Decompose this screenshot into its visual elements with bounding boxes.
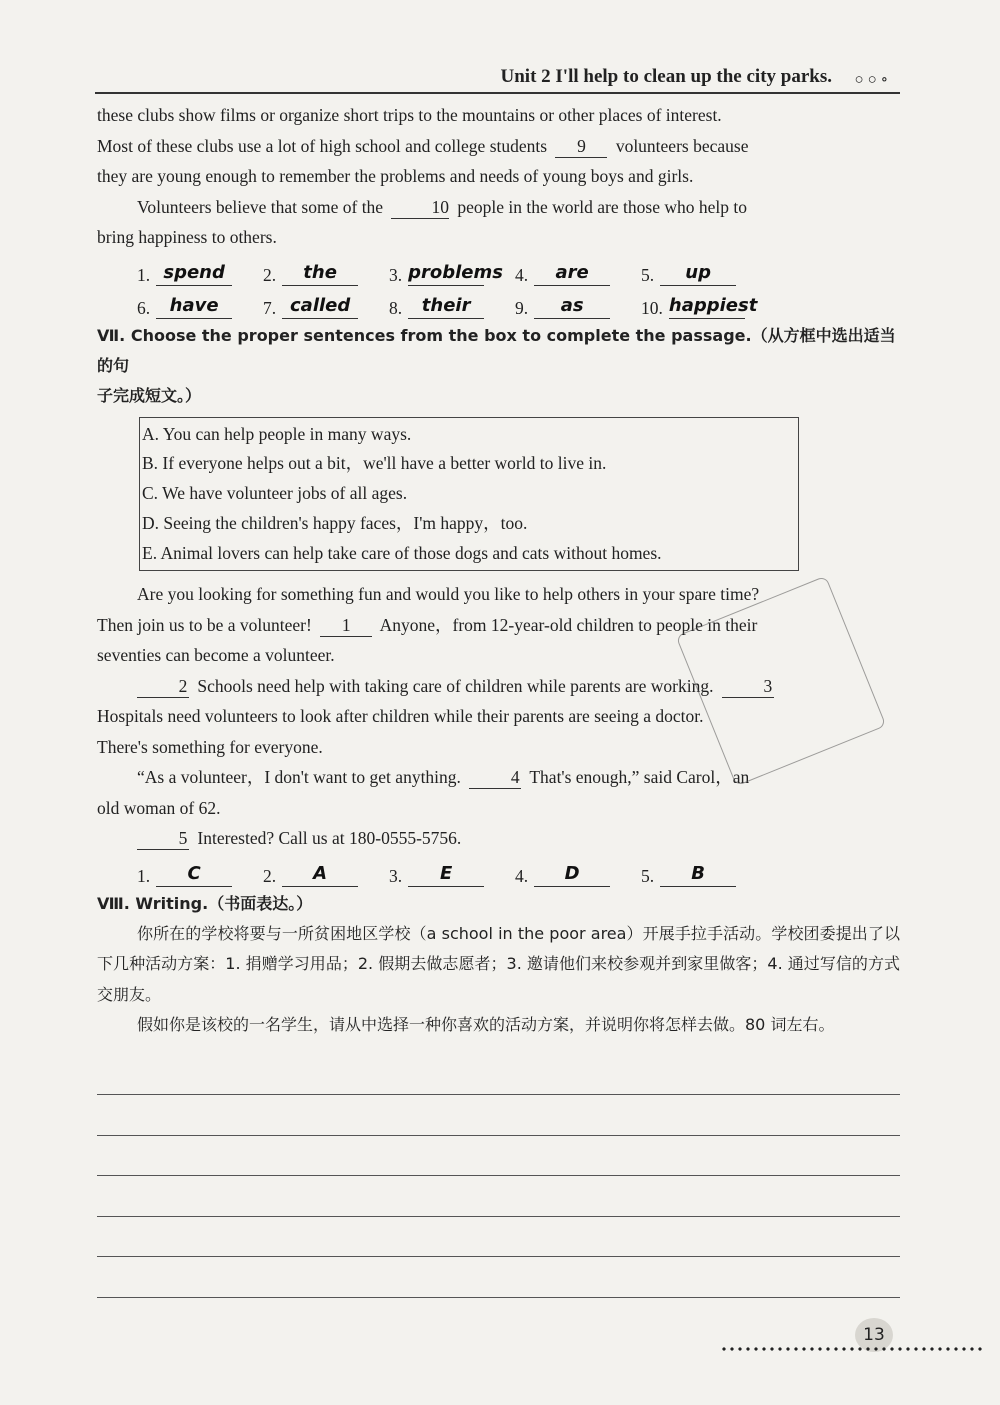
unit-title: Unit 2 I'll help to clean up the city parks. <box>500 66 832 87</box>
blank-2: 2 <box>137 675 189 698</box>
passage-line: old woman of 62. <box>97 797 221 818</box>
answer-field[interactable]: as <box>534 294 610 319</box>
passage-line: these clubs show films or organize short trips to the mountains or other places of interest. <box>97 105 722 125</box>
answer-field[interactable]: B <box>660 862 736 887</box>
answer-field[interactable]: spend <box>156 261 232 286</box>
answer-field[interactable]: problems <box>408 261 484 286</box>
answer-field[interactable]: the <box>282 261 358 286</box>
answer-item: 10. happiest <box>641 294 758 318</box>
passage-line: Are you looking for something fun and would you like to help others in your spare time? <box>137 584 760 605</box>
answer-item: 1. C <box>137 862 263 887</box>
blank-1: 1 <box>320 614 372 637</box>
blank-4: 4 <box>469 766 521 789</box>
passage-line: Then join us to be a volunteer! 1 Anyone，from 12-year-old children to people in their <box>97 614 758 635</box>
passage-line: they are young enough to remember the problems and needs of young boys and girls. <box>97 166 694 186</box>
section-7-title-cont: 子完成短文。） <box>97 385 202 405</box>
option-item: E. Animal lovers can help take care of those dogs and cats without homes. <box>142 542 662 563</box>
answer-field[interactable]: up <box>660 261 736 286</box>
blank-5: 5 <box>137 827 189 850</box>
answer-row <box>137 288 900 319</box>
answer-field[interactable]: called <box>282 294 358 319</box>
passage-line: 5 Interested? Call us at 180-0555-5756. <box>97 823 900 854</box>
writing-line[interactable] <box>97 1095 900 1136</box>
writing-line[interactable] <box>97 1055 900 1096</box>
answers-section-7 <box>137 856 900 887</box>
writing-line[interactable] <box>97 1136 900 1177</box>
passage-line: seventies can become a volunteer. <box>97 645 335 666</box>
passage-line: bring happiness to others. <box>97 227 277 247</box>
passage-line: Most of these clubs use a lot of high school and college students 9 volunteers because <box>97 135 749 156</box>
section-8-title: Ⅷ. Writing.（书面表达。） <box>97 893 313 913</box>
footer-dots-divider <box>720 1346 985 1352</box>
answer-field[interactable]: have <box>156 294 232 319</box>
answer-field[interactable]: D <box>534 862 610 887</box>
answer-item: 6. have <box>137 294 263 319</box>
answer-item: 2. the <box>263 261 389 286</box>
blank-9: 9 <box>555 135 607 158</box>
answer-item: 2. A <box>263 862 389 887</box>
answer-field[interactable]: happiest <box>669 294 745 319</box>
section-7-title: Ⅶ. Choose the proper sentences from the box to complete the passage.（从方框中选出适当的句 <box>97 325 896 375</box>
answer-item: 5. B <box>641 862 767 887</box>
answer-row <box>137 856 900 887</box>
option-item: D. Seeing the children's happy faces，I'm happy，too. <box>142 512 528 533</box>
answer-item: 3. E <box>389 862 515 887</box>
page-number: 13 <box>855 1318 893 1352</box>
passage-line: There's something for everyone. <box>97 736 323 757</box>
passage-line: Hospitals need volunteers to look after children while their parents are seeing a doctor. <box>97 706 704 727</box>
options-box <box>139 417 799 572</box>
answer-item: 9. as <box>515 294 641 319</box>
answer-field[interactable]: E <box>408 862 484 887</box>
passage-line: 2 Schools need help with taking care of children while parents are working. 3 <box>97 671 900 702</box>
writing-prompt: 你所在的学校将要与一所贫困地区学校（a school in the poor area）开展手拉手活动。学校团委提出了以下几种活动方案：1. 捐赠学习用品；2. 假期去做志愿者；3. 邀请他们来校参观并到家里做客；4. 通过写信的方式交朋友。 <box>97 923 900 1004</box>
writing-line[interactable] <box>97 1257 900 1298</box>
writing-line[interactable] <box>97 1176 900 1217</box>
option-item: A. You can help people in many ways. <box>142 423 412 444</box>
answer-item: 8. their <box>389 294 515 319</box>
answer-row <box>137 255 900 286</box>
passage-line: Volunteers believe that some of the 10 people in the world are those who help to <box>137 196 747 217</box>
header-circles-icon: ○○∘ <box>854 72 892 88</box>
answers-section-6 <box>137 255 900 319</box>
answer-field[interactable]: their <box>408 294 484 319</box>
answer-field[interactable]: A <box>282 862 358 887</box>
answer-field[interactable]: are <box>534 261 610 286</box>
writing-prompt: 假如你是该校的一名学生，请从中选择一种你喜欢的活动方案，并说明你将怎样去做。80 词左右。 <box>137 1015 835 1035</box>
passage-line: “As a volunteer，I don't want to get anything. 4 That's enough,” said Carol，an <box>137 767 750 788</box>
answer-item: 7. called <box>263 294 389 319</box>
blank-10: 10 <box>391 196 449 219</box>
answer-item: 4. D <box>515 862 641 887</box>
writing-area[interactable] <box>97 1055 900 1298</box>
option-item: C. We have volunteer jobs of all ages. <box>142 483 408 504</box>
page-header <box>95 60 900 94</box>
answer-item: 3. problems <box>389 261 503 285</box>
option-item: B. If everyone helps out a bit，we'll have a better world to live in. <box>142 453 607 474</box>
answer-field[interactable]: C <box>156 862 232 887</box>
blank-3: 3 <box>722 675 774 698</box>
answer-item: 4. are <box>515 261 641 286</box>
answer-item: 1. spend <box>137 261 263 286</box>
answer-item: 5. up <box>641 261 767 286</box>
writing-line[interactable] <box>97 1217 900 1258</box>
